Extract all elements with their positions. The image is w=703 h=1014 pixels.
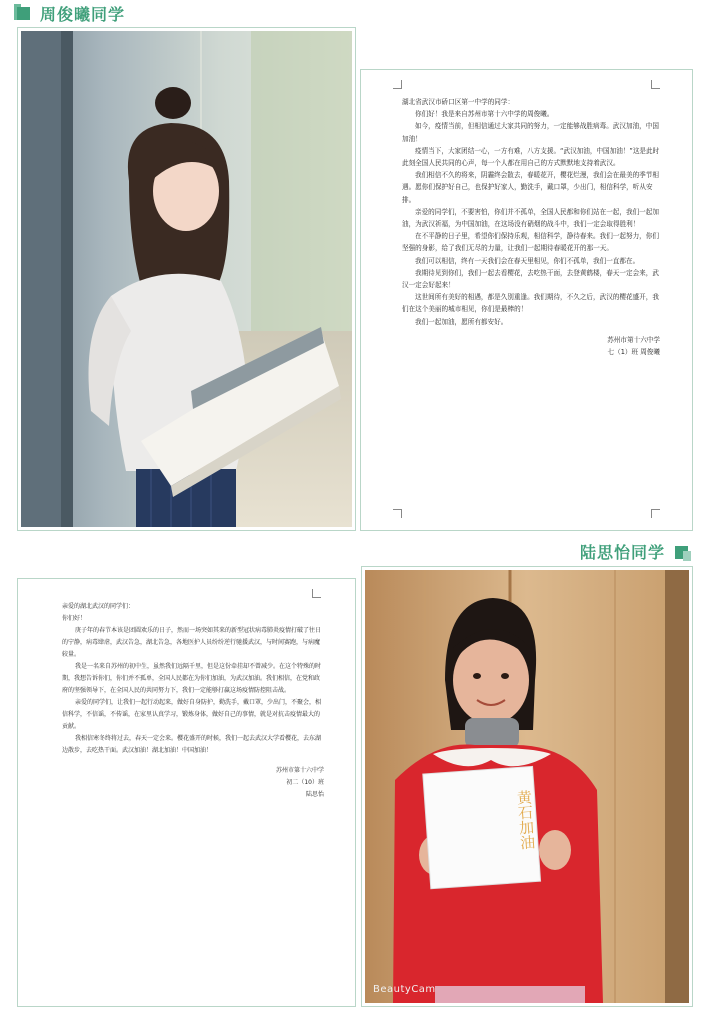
heading-square-icon bbox=[671, 542, 691, 562]
letter-paragraph: 庚子年的春节本该是团圆欢乐的日子，然而一场突如其来的新型冠状病毒肺炎疫情打破了往日的宁静，病毒肆虐，武汉告急，湖北告急，各地医护人员纷纷逆行驰援武汉，与时间赛跑，与病魔较量。 bbox=[62, 627, 322, 658]
letter-paragraph: 我是一名来自苏州的初中生，虽然我们远隔千里，但是这份牵挂却不曾减少。在这个特殊的时期，我想告诉你们，你们并不孤单，全国人民都在为你们加油，为武汉加油。我们相信，在党和政府的坚强领导下，在全国人民的共同努力下，我们一定能够打赢这场疫情防控阻击战。 bbox=[62, 663, 322, 694]
sign-text: 黄石加油 bbox=[514, 789, 537, 851]
student-heading-1 bbox=[14, 2, 125, 25]
letter-paragraph: 你们好！我是来自苏州市第十六中学的周俊曦。 bbox=[415, 110, 554, 119]
letter-greeting: 你们好！ bbox=[62, 615, 87, 622]
letter-signature-name: 七（1）班 周俊曦 bbox=[607, 348, 660, 357]
letter-signature-name: 陆思怡 bbox=[305, 791, 324, 798]
crop-mark bbox=[651, 80, 660, 89]
letter-paragraph: 我期待见到你们，我们一起去看樱花，去吃热干面，去登黄鹤楼，春天一定会来，武汉一定会好起来！ bbox=[402, 268, 659, 290]
crop-mark bbox=[651, 509, 660, 518]
letter-paragraph: 我们可以相信，终有一天我们会在春天里相见，你们不孤单，我们一直都在。 bbox=[415, 256, 640, 265]
letter-body-1 bbox=[402, 96, 660, 358]
letter-paragraph: 疫情当下，大家团结一心，一方有难，八方支援。“武汉加油，中国加油！”这是此时此刻全国人民共同的心声，每一个人都在用自己的方式默默地支持着武汉。 bbox=[402, 146, 660, 168]
crop-mark bbox=[312, 589, 321, 598]
letter-body-2 bbox=[62, 601, 324, 801]
watermark-text: BeautyCam bbox=[373, 984, 436, 995]
photo-card-2 bbox=[361, 566, 693, 1007]
crop-mark bbox=[393, 80, 402, 89]
letter-salutation: 湖北省武汉市硚口区第一中学的同学： bbox=[402, 98, 515, 106]
letter-paragraph: 我相信寒冬终将过去，春天一定会来。樱花盛开的时候，我们一起去武汉大学看樱花，去东湖边散步，去吃热干面。武汉加油！湖北加油！中国加油！ bbox=[62, 735, 322, 754]
heading-square-icon bbox=[14, 4, 34, 24]
letter-paragraph: 如今，疫情当前，但相信通过大家共同的努力，一定能够战胜病毒。武汉加油，中国加油！ bbox=[402, 122, 659, 143]
letter-paragraph: 亲爱的同学们，让我们一起行动起来，做好自身防护，勤洗手，戴口罩，少出门，不聚会，相信科学，不信谣，不传谣，在家里认真学习，锻炼身体，做好自己的事情，就是对抗击疫情最大的贡献。 bbox=[62, 699, 322, 730]
letter-signature-school: 苏州市第十六中学 bbox=[275, 767, 324, 774]
letter-paragraph: 这世间所有美好的相遇，都是久别重逢。我们期待，不久之后，武汉的樱花盛开，我们在这个美丽的城市相见，你们是最棒的！ bbox=[402, 293, 659, 314]
student-photo-1 bbox=[21, 31, 352, 527]
letter-paragraph: 在不平静的日子里，希望你们保持乐观，相信科学，静待春来。我们一起努力，你们坚强的身影，给了我们无尽的力量，让我们一起期待春暖花开的那一天。 bbox=[402, 232, 659, 253]
letter-salutation: 亲爱的湖北武汉的同学们： bbox=[62, 603, 135, 610]
letter-signature-class: 初二（10）班 bbox=[286, 779, 324, 786]
letter-paragraph: 我们相信不久的将来，阴霾终会散去，春暖花开，樱花烂漫，我们会在最美的季节相遇。愿你们保护好自己，也保护好家人，勤洗手，戴口罩，少出门，相信科学，听从安排。 bbox=[402, 171, 659, 204]
letter-card-1 bbox=[360, 69, 693, 531]
crop-mark bbox=[393, 509, 402, 518]
student-name-1: 周俊曦同学 bbox=[40, 5, 126, 24]
student-name-2: 陆思怡同学 bbox=[579, 543, 665, 562]
student-photo-2 bbox=[365, 570, 689, 1003]
letter-paragraph: 我们一起加油，愿所有都安好。 bbox=[415, 317, 508, 326]
letter-signature-school: 苏州市第十六中学 bbox=[607, 335, 660, 344]
letter-card-2 bbox=[17, 578, 356, 1007]
photo-card-1 bbox=[17, 27, 356, 531]
sign-text-box bbox=[421, 772, 538, 884]
letter-paragraph: 亲爱的同学们，不要害怕，你们并不孤单，全国人民都和你们站在一起，我们一起加油，为武汉祈福，为中国加油，在这场没有硝烟的战斗中，我们一定会取得胜利！ bbox=[402, 207, 659, 229]
student-heading-2 bbox=[580, 540, 691, 563]
